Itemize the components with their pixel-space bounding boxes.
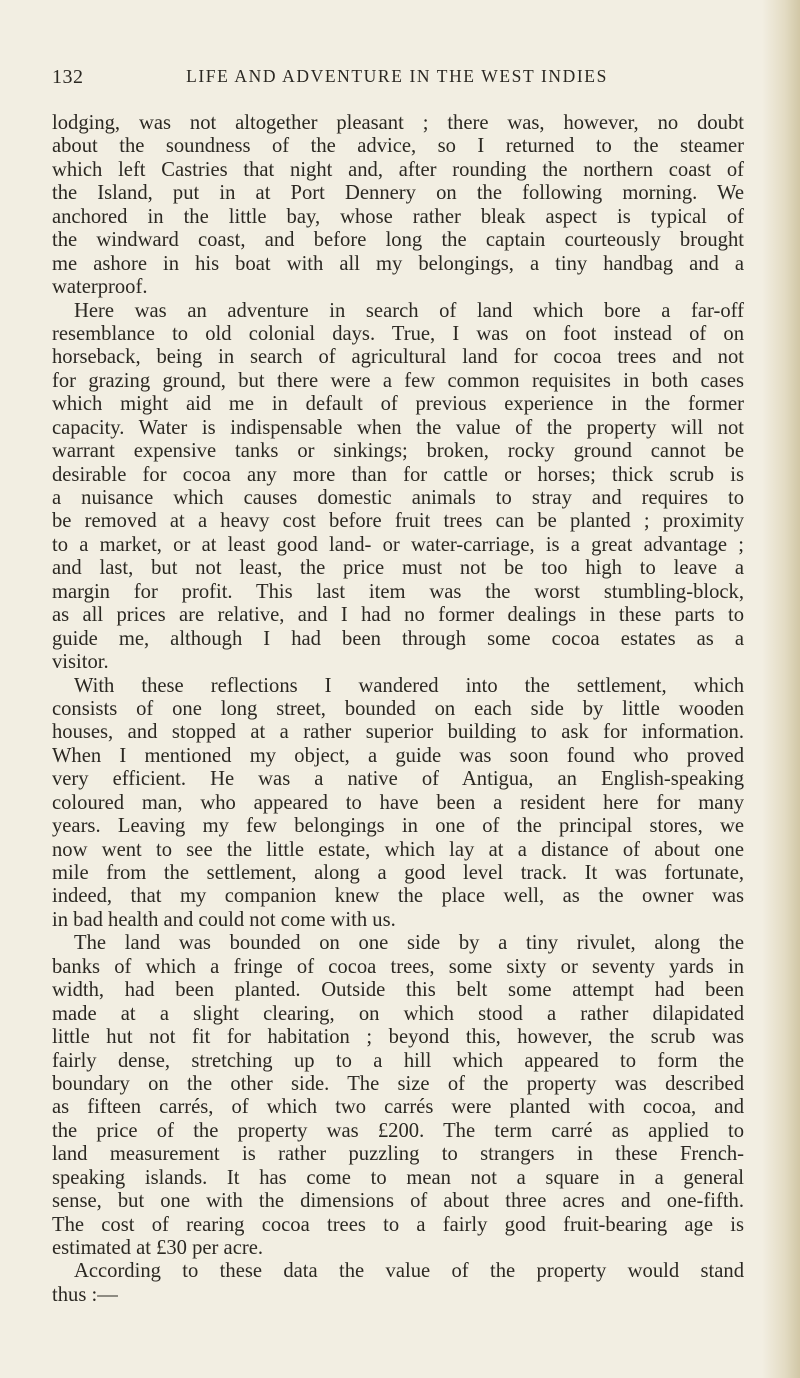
text-line: little hut not fit for habitation ; beyond this, however, the scrub was <box>52 1026 744 1049</box>
text-line: very efficient. He was a native of Antigua, an English-speaking <box>52 768 744 791</box>
text-line: as all prices are relative, and I had no former dealings in these parts to <box>52 604 744 627</box>
text-line: The cost of rearing cocoa trees to a fairly good fruit-bearing age is <box>52 1213 744 1236</box>
text-line: which left Castries that night and, after rounding the northern coast of <box>52 158 744 181</box>
running-head: LIFE AND ADVENTURE IN THE WEST INDIES <box>186 66 608 86</box>
text-line: guide me, although I had been through some cocoa estates as a <box>52 627 744 650</box>
text-line: warrant expensive tanks or sinkings; broken, rocky ground cannot be <box>52 440 744 463</box>
text-line: coloured man, who appeared to have been a resident here for many <box>52 791 744 814</box>
text-line: land measurement is rather puzzling to strangers in these French- <box>52 1143 744 1166</box>
text-line: for grazing ground, but there were a few common requisites in both cases <box>52 369 744 392</box>
text-line: horseback, being in search of agricultural land for cocoa trees and not <box>52 346 744 369</box>
text-line: desirable for cocoa any more than for cattle or horses; thick scrub is <box>52 463 744 486</box>
text-line: banks of which a fringe of cocoa trees, some sixty or seventy yards in <box>52 955 744 978</box>
text-line: According to these data the value of the property would stand <box>74 1260 744 1283</box>
text-line: Here was an adventure in search of land which bore a far-off <box>74 299 744 322</box>
text-line: made at a slight clearing, on which stood a rather dilapidated <box>52 1002 744 1025</box>
text-line: a nuisance which causes domestic animals to stray and requires to <box>52 487 744 509</box>
text-line: fairly dense, stretching up to a hill which appeared to form the <box>52 1049 744 1072</box>
text-line: estimated at £30 per acre. <box>52 1237 263 1259</box>
text-line: and last, but not least, the price must not be too high to leave a <box>52 557 744 580</box>
text-line: in bad health and could not come with us. <box>52 908 396 931</box>
text-line: about the soundness of the advice, so I returned to the steamer <box>52 135 744 158</box>
text-line: to a market, or at least good land- or water-carriage, is a great advantage ; <box>52 533 744 556</box>
text-line: anchored in the little bay, whose rather bleak aspect is typical of <box>52 205 744 228</box>
text-line: When I mentioned my object, a guide was soon found who proved <box>52 744 744 767</box>
text-line: now went to see the little estate, which lay at a distance of about one <box>52 838 744 861</box>
body-text <box>52 112 744 1307</box>
text-line: sense, but one with the dimensions of about three acres and one-fifth. <box>52 1190 744 1213</box>
text-line: the windward coast, and before long the captain courteously brought <box>52 229 744 252</box>
text-line: visitor. <box>52 651 109 674</box>
text-line: resemblance to old colonial days. True, I was on foot instead of on <box>52 322 744 345</box>
text-line: boundary on the other side. The size of the property was described <box>52 1072 744 1095</box>
text-line: The land was bounded on one side by a tiny rivulet, along the <box>74 932 744 955</box>
page-header <box>52 66 742 94</box>
text-line: With these reflections I wandered into the settlement, which <box>74 674 744 697</box>
text-line: houses, and stopped at a rather superior building to ask for information. <box>52 721 744 744</box>
text-line: speaking islands. It has come to mean not a square in a general <box>52 1166 744 1189</box>
text-line: be removed at a heavy cost before fruit trees can be planted ; proximity <box>52 510 744 533</box>
page-edge-shadow <box>762 0 800 1378</box>
text-line: me ashore in his boat with all my belongings, a tiny handbag and a <box>52 252 744 275</box>
text-line: margin for profit. This last item was the worst stumbling-block, <box>52 580 744 603</box>
text-line: thus :— <box>52 1283 118 1306</box>
text-line: years. Leaving my few belongings in one of the principal stores, we <box>52 815 744 838</box>
text-line: lodging, was not altogether pleasant ; there was, however, no doubt <box>52 112 744 134</box>
text-line: the Island, put in at Port Dennery on the following morning. We <box>52 182 744 205</box>
text-line: as fifteen carrés, of which two carrés were planted with cocoa, and <box>52 1096 744 1119</box>
text-line: width, had been planted. Outside this belt some attempt had been <box>52 979 744 1002</box>
text-line: which might aid me in default of previous experience in the former <box>52 393 744 416</box>
text-line: mile from the settlement, along a good level track. It was fortunate, <box>52 862 744 884</box>
text-line: the price of the property was £200. The term carré as applied to <box>52 1119 744 1142</box>
text-line: capacity. Water is indispensable when the value of the property will not <box>52 416 744 439</box>
text-line: consists of one long street, bounded on each side by little wooden <box>52 697 744 720</box>
page-number: 132 <box>52 66 84 88</box>
text-line: waterproof. <box>52 276 148 299</box>
text-line: indeed, that my companion knew the place well, as the owner was <box>52 885 744 908</box>
